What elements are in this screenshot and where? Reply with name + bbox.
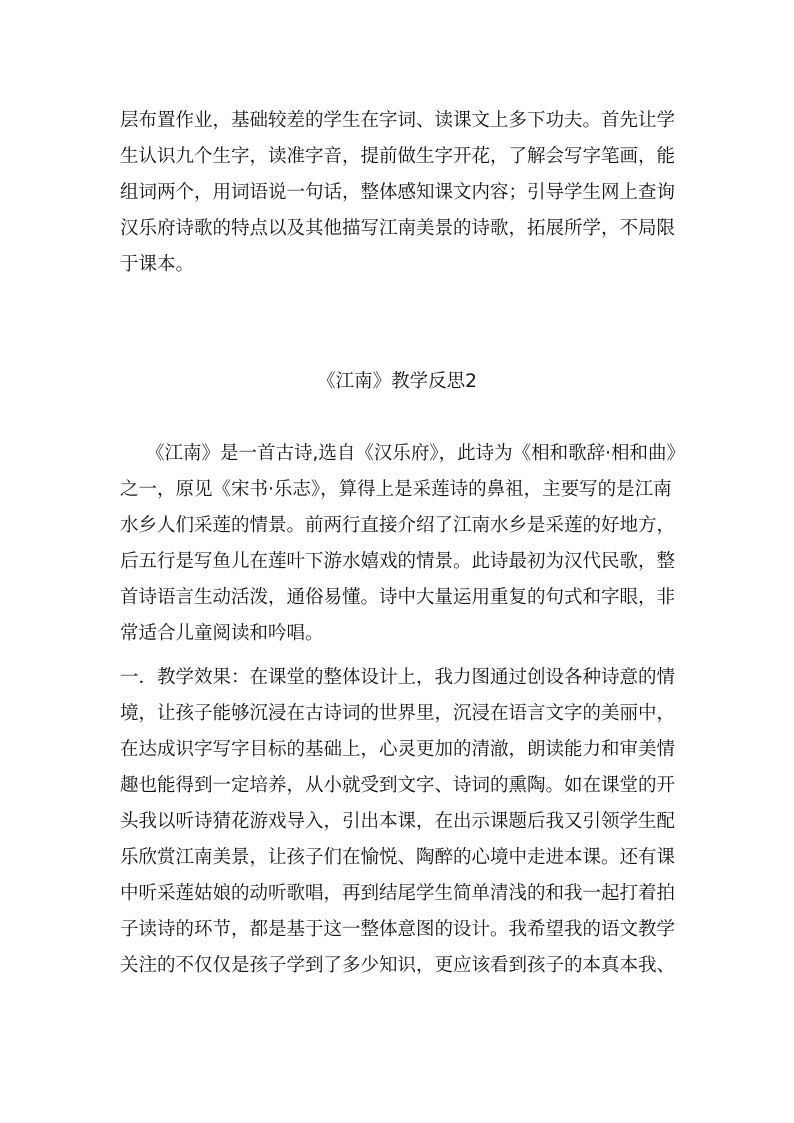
paragraph-line: 之一，原见《宋书·乐志》，算得上是采莲诗的鼻祖，主要写的是江南 bbox=[120, 479, 672, 500]
paragraph-line: 层布置作业，基础较差的学生在字词、读课文上多下功夫。首先让学 bbox=[120, 110, 676, 131]
paragraph-line: 中听采莲姑娘的动听歌唱，再到结尾学生简单清浅的和我一起打着拍 bbox=[120, 883, 676, 904]
paragraph-line: 趣也能得到一定培养，从小就受到文字、诗词的熏陶。如在课堂的开 bbox=[120, 775, 676, 796]
paragraph-line: 于课本。 bbox=[120, 254, 195, 275]
paragraph-line: 生认识九个生字，读准字音，提前做生字开花，了解会写字笔画，能 bbox=[120, 146, 676, 167]
paragraph-line: 水乡人们采莲的情景。前两行直接介绍了江南水乡是采莲的好地方， bbox=[120, 515, 676, 536]
paragraph-line: 头我以听诗猜花游戏导入，引出本课，在出示课题后我又引领学生配 bbox=[120, 811, 676, 832]
paragraph-line: 《江南》是一首古诗,选自《汉乐府》，此诗为《相和歌辞·相和曲》 bbox=[146, 443, 686, 464]
paragraph-line: 乐欣赏江南美景，让孩子们在愉悦、陶醉的心境中走进本课。还有课 bbox=[120, 847, 676, 868]
paragraph-line: 常适合儿童阅读和吟唱。 bbox=[120, 623, 324, 644]
paragraph-line: 在达成识字写字目标的基础上，心灵更加的清澈，朗读能力和审美情 bbox=[120, 739, 676, 760]
paragraph-line: 境，让孩子能够沉浸在古诗词的世界里，沉浸在语言文字的美丽中， bbox=[120, 703, 676, 724]
paragraph-line: 一．教学效果：在课堂的整体设计上，我力图通过创设各种诗意的情 bbox=[120, 667, 676, 688]
paragraph-line: 后五行是写鱼儿在莲叶下游水嬉戏的情景。此诗最初为汉代民歌，整 bbox=[120, 551, 676, 572]
section-heading: 《江南》教学反思2 bbox=[317, 371, 477, 392]
paragraph-line: 汉乐府诗歌的特点以及其他描写江南美景的诗歌，拓展所学，不局限 bbox=[120, 218, 676, 239]
paragraph-line: 组词两个，用词语说一句话，整体感知课文内容；引导学生网上查询 bbox=[120, 182, 676, 203]
paragraph-line: 首诗语言生动活泼，通俗易懂。诗中大量运用重复的句式和字眼，非 bbox=[120, 587, 676, 608]
paragraph-line: 子读诗的环节，都是基于这一整体意图的设计。我希望我的语文教学 bbox=[120, 919, 676, 940]
paragraph-line: 关注的不仅仅是孩子学到了多少知识，更应该看到孩子的本真本我、 bbox=[120, 955, 676, 976]
